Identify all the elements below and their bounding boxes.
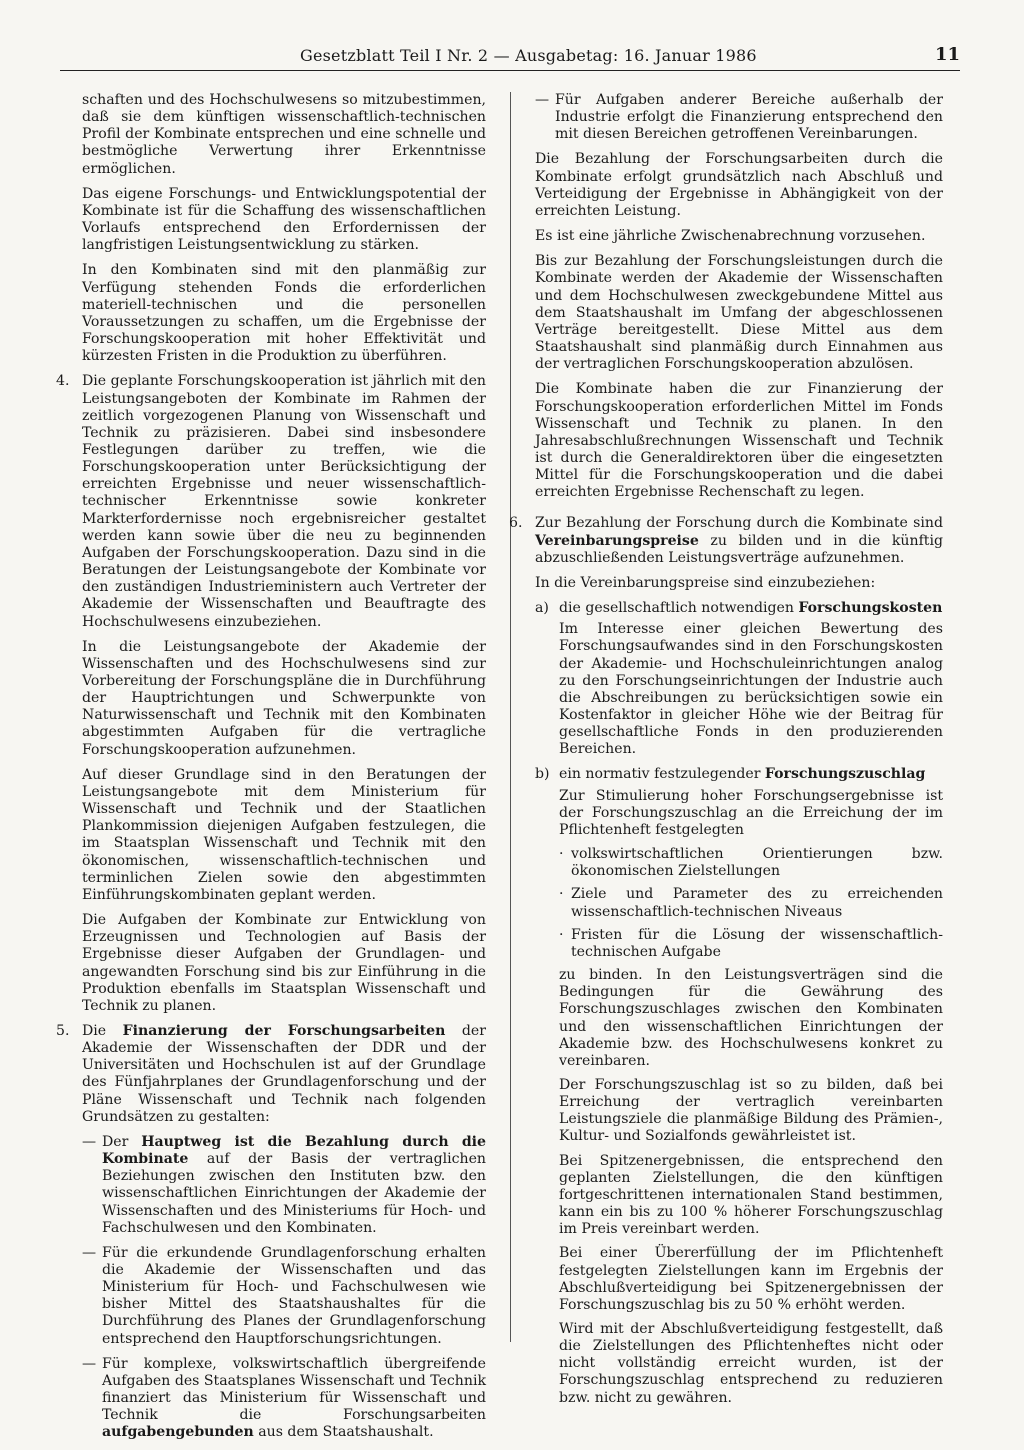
column-divider bbox=[510, 92, 511, 1342]
dash-item bbox=[535, 92, 943, 143]
paragraph: In den Kombinaten sind mit den planmäßig zur Verfügung stehenden Fonds die erforderlichen materiell-technischen und die personellen Voraussetzungen zu schaffen, um die Ergebnisse der Forschungskooperation mit hoher Effektivität und kürzesten Fristen in die Produktion zu überführen. bbox=[82, 262, 486, 365]
section-number: 4. bbox=[56, 373, 70, 390]
text-run: ein normativ festzulegender bbox=[559, 766, 765, 783]
dash-item bbox=[82, 1244, 486, 1348]
dash-item bbox=[82, 1355, 486, 1442]
dash-item bbox=[82, 1133, 487, 1237]
paragraph: Auf dieser Grundlage sind in den Beratungen der Leistungsangebote mit dem Ministerium für Wissenschaft und Technik und der Staatlichen Plankommission diejenigen Aufgaben festzulegen, die im Staatsplan Wissenschaft und Technik mit den ökonomischen, wissenschaftlich-technischen und terminlichen Zielen sowie den abgestimmten Einführungskombinaten geplant werden. bbox=[82, 766, 486, 903]
text-run: Für komplexe, volkswirtschaftlich übergreifende Aufgaben des Staatsplanes Wissenschaft und Technik finanziert das Ministerium für Wissenschaft und Technik die Forschungsarbeiten bbox=[102, 1355, 486, 1424]
text-run: Die bbox=[82, 1022, 123, 1039]
sub-marker: b) bbox=[535, 766, 550, 783]
paragraph: In die Vereinbarungspreise sind einzubeziehen: bbox=[535, 574, 876, 591]
text-run: der Akademie der Wissenschaften der DDR und der Universitäten und Hochschulen ist auf der Grundlage des Fünfjahrplanes der Grundlagenforschung und der Pläne Wissenschaft und Technik nach folgenden Grundsätzen zu gestalten: bbox=[82, 1022, 486, 1125]
text-run: die gesellschaftlich notwendigen bbox=[559, 600, 799, 617]
paragraph: Wird mit der Abschlußverteidigung festgestellt, daß die Zielstellungen des Pflichtenheftes nicht oder nicht vollständig erreicht wurden, ist der Forschungszuschlag entsprechend zu reduzieren bzw. nicht zu gewähren. bbox=[559, 1321, 943, 1406]
dash-marker: — bbox=[535, 92, 550, 108]
bold-term: Vereinbarungspreise bbox=[535, 532, 699, 549]
bullet-item bbox=[559, 846, 943, 880]
dash-marker: — bbox=[82, 1133, 97, 1150]
right-column bbox=[509, 92, 943, 1415]
bold-term: Finanzierung der Forschungsarbeiten bbox=[122, 1022, 446, 1039]
text-run: Fristen für die Lösung der wissenschaftlich-technischen Aufgabe bbox=[571, 926, 943, 960]
paragraph: Es ist eine jährliche Zwischenabrechnung vorzusehen. bbox=[535, 228, 926, 245]
bullet-marker: · bbox=[559, 846, 564, 863]
text-run: Für Aufgaben anderer Bereiche außerhalb der Industrie erfolgt die Finanzierung entsprechend den mit diesen Bereichen getroffenen Vereinbarungen. bbox=[555, 92, 943, 143]
bold-term: Forschungskosten bbox=[798, 600, 943, 617]
paragraph: Die Bezahlung der Forschungsarbeiten durch die Kombinate erfolgt grundsätzlich nach Abschluß und Verteidigung der Ergebnisse in Abhängigkeit von der erreichten Leistung. bbox=[535, 151, 943, 219]
bullet-item bbox=[559, 886, 943, 920]
sub-item-b-body bbox=[559, 788, 943, 1407]
text-run: Der bbox=[102, 1133, 142, 1150]
text-run: aus dem Staatshaushalt. bbox=[253, 1424, 434, 1441]
text-run: Ziele und Parameter des zu erreichenden wissenschaftlich-technischen Niveaus bbox=[571, 886, 943, 920]
dash-marker: — bbox=[82, 1355, 97, 1372]
text-run: auf der Basis der vertraglichen Beziehungen zwischen den Instituten bzw. den wissenschaftlichen Einrichtungen der Akademie der Wissenschaften und des Ministeriums für Hoch- und Fachschulwesen und den Kombinaten. bbox=[102, 1151, 486, 1236]
section-4 bbox=[56, 373, 486, 1015]
paragraph: zu binden. In den Leistungsverträgen sind die Bedingungen für die Gewährung des Forschungszuschlages zwischen den Kombinaten und den wissenschaftlichen Einrichtungen der Akademie bzw. des Hochschulwesens konkret zu vereinbaren. bbox=[559, 967, 943, 1069]
paragraph: Bei Spitzenergebnissen, die entsprechend den geplanten Zielstellungen, die den künftigen fortgeschrittenen internationalen Stand bestimmen, kann ein bis zu 100 % höherer Forschungszuschlag im Preis vereinbart werden. bbox=[559, 1152, 943, 1238]
sub-item-b bbox=[535, 766, 943, 783]
bold-term: aufgabengebunden bbox=[102, 1424, 254, 1441]
section-6 bbox=[509, 515, 943, 1406]
bullet-item bbox=[559, 926, 943, 961]
paragraph: Zur Stimulierung hoher Forschungsergebnisse ist der Forschungszuschlag an die Erreichung der im Pflichtenheft festgelegten bbox=[559, 787, 943, 838]
paragraph: schaften und des Hochschulwesens so mitzubestimmen, daß sie dem künftigen wissenschaftlich-technischen Profil der Kombinate entsprechen und eine schnelle und bestmögliche Verwertung ihrer Erkenntnisse ermöglichen. bbox=[82, 92, 486, 177]
paragraph bbox=[82, 1023, 486, 1126]
bold-term: Hauptweg ist die Bezahlung durch die Kombinate bbox=[102, 1133, 487, 1168]
paragraph: In die Leistungsangebote der Akademie der Wissenschaften und des Hochschulwesens sind zur Vorbereitung der Forschungspläne die in Durchführung der Hauptrichtungen und Schwerpunkte von Naturwissenschaft und Technik mit den Kombinaten abgestimmten Aufgaben für die vertragliche Forschungskooperation aufzunehmen. bbox=[82, 638, 486, 758]
sub-marker: a) bbox=[535, 600, 549, 617]
section-number: 5. bbox=[56, 1022, 70, 1039]
text-run: Für die erkundende Grundlagenforschung erhalten die Akademie der Wissenschaften und das Ministerium für Hoch- und Fachschulwesen wie bisher Mittel des Staatshaushaltes für die Durchführung des Planes der Grundlagenforschung entsprechend den Hauptforschungsrichtungen. bbox=[102, 1244, 486, 1347]
page-number: 11 bbox=[934, 44, 960, 65]
section-number: 6. bbox=[509, 515, 523, 532]
paragraph: Der Forschungszuschlag ist so zu bilden, daß bei Erreichung der vertraglich vereinbarten Leistungsziele die planmäßige Bildung des Prämien-, Kultur- und Sozialfonds gewährleistet ist. bbox=[559, 1076, 943, 1145]
text-run: Zur Bezahlung der Forschung durch die Kombinate sind bbox=[535, 515, 943, 532]
paragraph: Die geplante Forschungskooperation ist jährlich mit den Leistungsangeboten der Kombinate im Rahmen der zeitlich vorgezogenen Planung von Wissenschaft und Technik zu präzisieren. Dabei sind insbesondere Festlegungen darüber zu treffen, wie die Forschungskooperation unter Berücksichtigung der erreichten Ergebnisse und neuer wissenschaftlich-technischer Erkenntnisse sowie konkreter Markterfordernisse noch ergebnisreicher gestaltet werden kann sowie über die neu zu beginnenden Aufgaben der Forschungskooperation. Dazu sind in die Beratungen der Leistungsangebote der Kombinate vor den zuständigen Industrieministern auch Vertreter der Akademie der Wissenschaften und Beauftragte des Hochschulwesens einzubeziehen. bbox=[82, 373, 486, 630]
paragraph: Die Kombinate haben die zur Finanzierung der Forschungskooperation erforderlichen Mittel im Fonds Wissenschaft und Technik zu planen. In den Jahresabschlußrechnungen Wissenschaft und Technik ist durch die Generaldirektoren über die eingesetzten Mittel für die Forschungskooperation und die dabei erreichten Ergebnisse Rechenschaft zu legen. bbox=[535, 381, 943, 501]
header-title: Gesetzblatt Teil I Nr. 2 — Ausgabetag: 16. Januar 1986 bbox=[300, 46, 757, 65]
paragraph: Bei einer Übererfüllung der im Pflichtenheft festgelegten Zielstellungen kann im Ergebnis der Abschlußverteidigung bei Spitzenergebnissen der Forschungszuschlag bis zu 50 % erhöht werden. bbox=[559, 1245, 943, 1313]
sub-item-a bbox=[535, 600, 943, 617]
paragraph: Bis zur Bezahlung der Forschungsleistungen durch die Kombinate werden der Akademie der Wissenschaften und dem Hochschulwesen zweckgebundene Mittel aus dem Staatshaushalt im Umfang der abgeschlossenen Verträge bereitgestellt. Diese Mittel aus dem Staatshaushalt sind planmäßig durch Einnahmen aus der vertraglichen Forschungskooperation abzulösen. bbox=[535, 253, 943, 373]
dash-marker: — bbox=[82, 1244, 97, 1261]
sub-item-a-body bbox=[559, 621, 943, 758]
section-5 bbox=[56, 1022, 487, 1442]
paragraph: Das eigene Forschungs- und Entwicklungspotential der Kombinate ist für die Schaffung des wissenschaftlichen Vorlaufs entsprechend den Erfordernissen der langfristigen Leistungsentwicklung zu stärken. bbox=[82, 185, 486, 254]
paragraph bbox=[535, 515, 943, 566]
text-run: volkswirtschaftlichen Orientierungen bzw. ökonomischen Zielstellungen bbox=[571, 846, 943, 880]
paragraph: Die Aufgaben der Kombinate zur Entwicklung von Erzeugnissen und Technologien auf Basis der Ergebnisse dieser Aufgaben der Grundlagen- und angewandten Forschung sind bis zur Einführung in die Produktion ebenfalls im Staatsplan Wissenschaft und Technik zu planen. bbox=[82, 912, 486, 1014]
paragraph: Im Interesse einer gleichen Bewertung des Forschungsaufwandes sind in den Forschungskosten der Akademie- und Hochschuleinrichtungen analog zu den Forschungseinrichtungen der Industrie auch die Abschreibungen zu berücksichtigen sowie ein Kostenfaktor in gleicher Höhe wie der Beitrag für gesellschaftliche Fonds in den produzierenden Bereichen. bbox=[559, 621, 943, 758]
text-run: zu bilden und in die künftig abzuschließenden Leistungsverträge aufzunehmen. bbox=[535, 532, 943, 566]
left-column bbox=[56, 92, 487, 1450]
page-header bbox=[60, 46, 960, 71]
bold-term: Forschungszuschlag bbox=[764, 766, 926, 783]
bullet-marker: · bbox=[559, 886, 564, 903]
bullet-marker: · bbox=[559, 926, 564, 943]
